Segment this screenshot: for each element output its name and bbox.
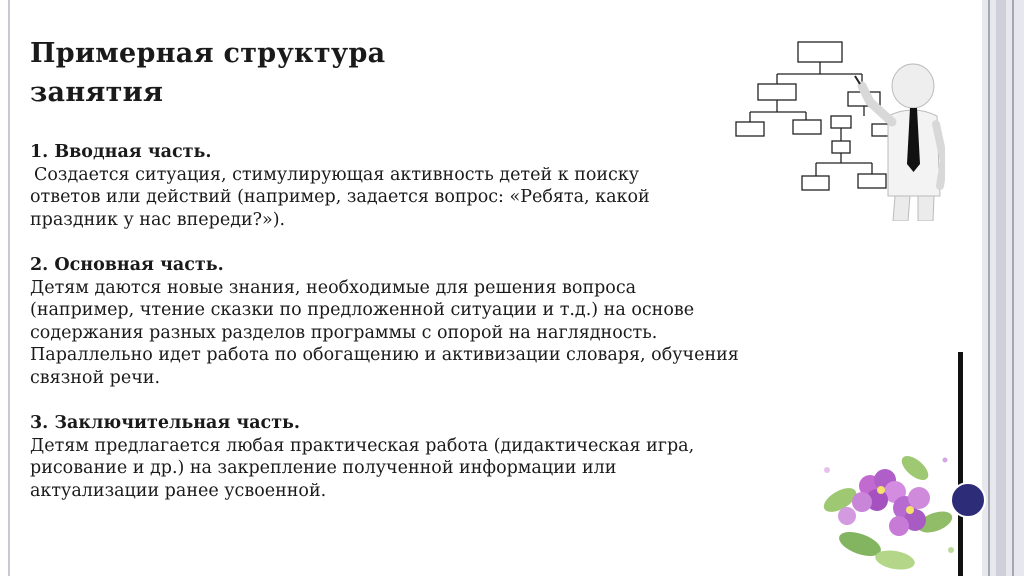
slide-body	[30, 141, 790, 502]
band-stripe	[996, 0, 1006, 576]
section-final	[30, 412, 790, 502]
body-line: (например, чтение сказки по предложенной ситуации и т.д.) на основе	[30, 300, 695, 320]
body-line: актуализации ранее усвоенной.	[30, 480, 327, 501]
title-line: занятия	[30, 77, 164, 108]
section-heading: 2. Основная часть.	[30, 255, 224, 275]
band-stripe	[988, 0, 990, 576]
body-line: ответов или действий (например, задается вопрос: «Ребята, какой	[30, 187, 650, 207]
body-line: Параллельно идет работа по обогащению и активизации словаря, обучения	[30, 345, 739, 365]
body-line: рисование и др.) на закрепление полученной информации или	[30, 458, 617, 478]
body-line: связной речи.	[30, 367, 161, 388]
body-line: Детям предлагается любая практическая работа (дидактическая игра,	[30, 435, 695, 456]
section-intro	[30, 141, 790, 231]
section-main	[30, 254, 790, 389]
person-drawing-org-chart-icon	[730, 36, 945, 221]
band-stripe	[1012, 0, 1014, 576]
slide-title	[30, 34, 385, 112]
title-line: Примерная структура	[30, 38, 386, 69]
left-border-line	[8, 0, 10, 576]
body-line: Создается ситуация, стимулирующая активность детей к поиску	[34, 164, 640, 185]
section-heading: 1. Вводная часть.	[30, 142, 212, 162]
body-line: Детям даются новые знания, необходимые для решения вопроса	[30, 277, 637, 298]
section-heading: 3. Заключительная часть.	[30, 413, 301, 433]
violet-flower-icon	[815, 440, 960, 576]
right-decorative-band	[982, 0, 1024, 576]
body-line: содержания разных разделов программы с опорой на наглядность.	[30, 322, 658, 343]
body-line: праздник у нас впереди?»).	[30, 209, 286, 230]
